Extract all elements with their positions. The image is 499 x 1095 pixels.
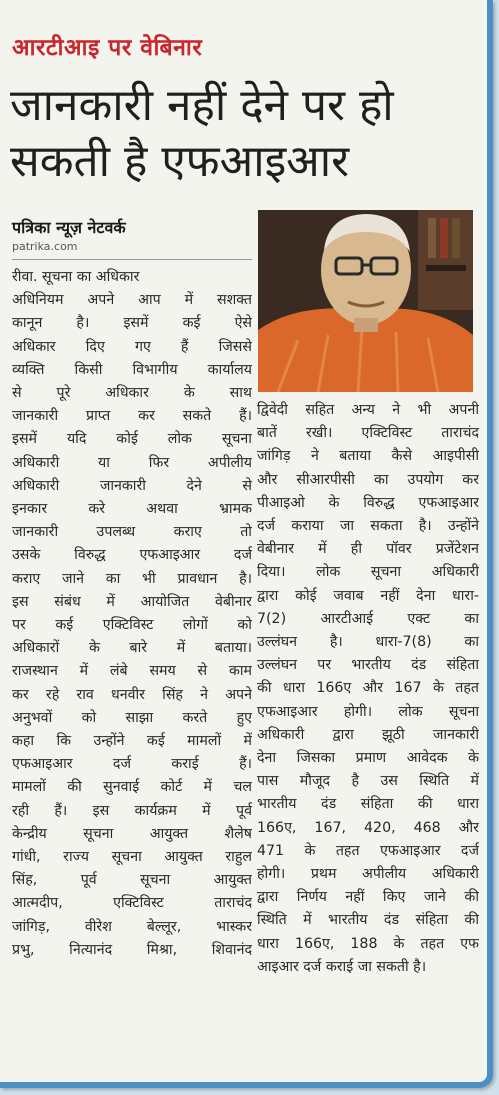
article-text-line: कराए जाने का भी प्रावधान है। — [12, 570, 252, 587]
article-text-line: स्थिति में भारतीय दंड संहिता की — [257, 912, 479, 929]
article-text-line: एफआइआर दर्ज कराई हैं। — [12, 756, 252, 773]
article-text-line: 471 के तहत एफआइआर दर्ज — [257, 842, 479, 859]
article-body-left-column — [12, 266, 252, 962]
article-text-line: दिया। लोक सूचना अधिकारी — [257, 564, 479, 581]
article-text-line: 7(2) आरटीआई एक्ट का — [257, 610, 479, 627]
article-text-line: इस संबंध में आयोजित वेबीनार — [12, 593, 252, 610]
portrait-photo — [258, 210, 473, 392]
article-text-line: मामलों की सुनवाई कोर्ट में चल — [12, 779, 252, 796]
article-text-line: द्वारा निर्णय नहीं किए जाने की — [257, 889, 479, 906]
article-text-line: द्विवेदी सहित अन्य ने भी अपनी — [257, 402, 479, 418]
article-text-line: होगी। प्रथम अपीलीय अधिकारी — [257, 866, 479, 883]
article-text-line: पर कई एक्टिविस्ट लोगों को — [12, 617, 252, 634]
article-text-line: अधिकारी जानकारी देने से — [12, 477, 252, 494]
article-text-line: भारतीय दंड संहिता की धारा — [257, 796, 479, 813]
article-text-line: आइआर दर्ज कराई जा सकती है। — [257, 958, 427, 975]
article-text-line: उसके विरुद्ध एफआइआर दर्ज — [12, 547, 252, 564]
article-text-line: और सीआरपीसी का उपयोग कर — [257, 471, 479, 488]
headline — [10, 78, 480, 190]
article-text-line: द्वारा कोई जवाब नहीं देना धारा- — [257, 587, 479, 604]
article-text-line: कानून है। इसमें कई ऐसे — [12, 315, 252, 332]
article-text-line: देना जिसका प्रमाण आवेदक के — [257, 750, 479, 767]
article-text-line: प्रभु, नित्यानंद मिश्रा, शिवानंद — [12, 941, 252, 958]
article-body-right-column — [257, 399, 479, 979]
byline: पत्रिका न्यूज़ नेटवर्क — [12, 218, 126, 237]
article-text-line: अधिकारों के बारे में बताया। — [12, 640, 252, 657]
article-text-line: राजस्थान में लंबे समय से काम — [12, 663, 252, 680]
headline-line: जानकारी नहीं देने पर हो — [10, 80, 394, 131]
article-text-line: वेबीनार में ही पॉवर प्रजेंटेशन — [257, 541, 479, 558]
article-text-line: अनुभवों को साझा करते हुए — [12, 709, 252, 726]
article-text-line: रीवा. सूचना का अधिकार — [12, 269, 140, 285]
article-text-line: पीआइओ के विरुद्ध एफआइआर — [257, 494, 479, 511]
article-text-line: व्यक्ति किसी विभागीय कार्यालय — [12, 361, 252, 378]
article-text-line: धारा 166ए, 188 के तहत एफ — [257, 935, 479, 952]
article-text-line: 166ए, 167, 420, 468 और — [257, 819, 479, 836]
article-text-line: कर रहे राव धनवीर सिंह ने अपने — [12, 686, 252, 703]
article-text-line: बातें रखी। एक्टिविस्ट ताराचंद — [257, 425, 479, 442]
article-text-line: उल्लंघन है। धारा-7(8) का — [257, 634, 479, 651]
article-text-line: जांगिड़ ने बताया कैसे आइपीसी — [257, 448, 479, 465]
article-text-line: दर्ज कराया जा सकता है। उन्होंने — [257, 518, 479, 535]
article-text-line: इसमें यदि कोई लोक सूचना — [12, 431, 252, 448]
article-text-line: पास मौजूद है उस स्थिति में — [257, 773, 479, 790]
article-text-line: जानकारी उपलब्ध कराए तो — [12, 524, 252, 541]
article-text-line: अधिकार दिए गए हैं जिससे — [12, 338, 252, 355]
article-text-line: इनकार करे अथवा भ्रामक — [12, 501, 252, 518]
kicker-label: आरटीआइ पर वेबिनार — [12, 35, 203, 61]
byline-website: patrika.com — [12, 240, 78, 253]
article-text-line: जानकारी प्राप्त कर सकते हैं। — [12, 408, 252, 425]
headline-line: सकती है एफआइआर — [10, 136, 350, 187]
article-text-line: रही हैं। इस कार्यक्रम में पूर्व — [12, 802, 252, 819]
article-text-line: अधिनियम अपने आप में सशक्त — [12, 292, 252, 309]
article-text-line: आत्मदीप, एक्टिविस्ट ताराचंद — [12, 895, 252, 912]
byline-divider — [12, 259, 252, 260]
article-text-line: गांधी, राज्य सूचना आयुक्त राहुल — [12, 849, 252, 866]
article-text-line: की धारा 166ए और 167 के तहत — [257, 680, 479, 697]
article-text-line: जांगिड़, वीरेश बेल्लूर, भास्कर — [12, 918, 252, 935]
article-text-line: कहा कि उन्होंने कई मामलों में — [12, 733, 252, 750]
article-text-line: सिंह, पूर्व सूचना आयुक्त — [12, 872, 252, 889]
article-text-line: एफआइआर होगी। लोक सूचना — [257, 703, 479, 720]
article-text-line: उल्लंघन पर भारतीय दंड संहिता — [257, 657, 479, 674]
article-text-line: केन्द्रीय सूचना आयुक्त शैलेष — [12, 825, 252, 842]
article-text-line: से पूरे अधिकार के साथ — [12, 385, 252, 402]
article-text-line: अधिकारी द्वारा झूठी जानकारी — [257, 726, 479, 743]
article-text-line: अधिकारी या फिर अपीलीय — [12, 454, 252, 471]
